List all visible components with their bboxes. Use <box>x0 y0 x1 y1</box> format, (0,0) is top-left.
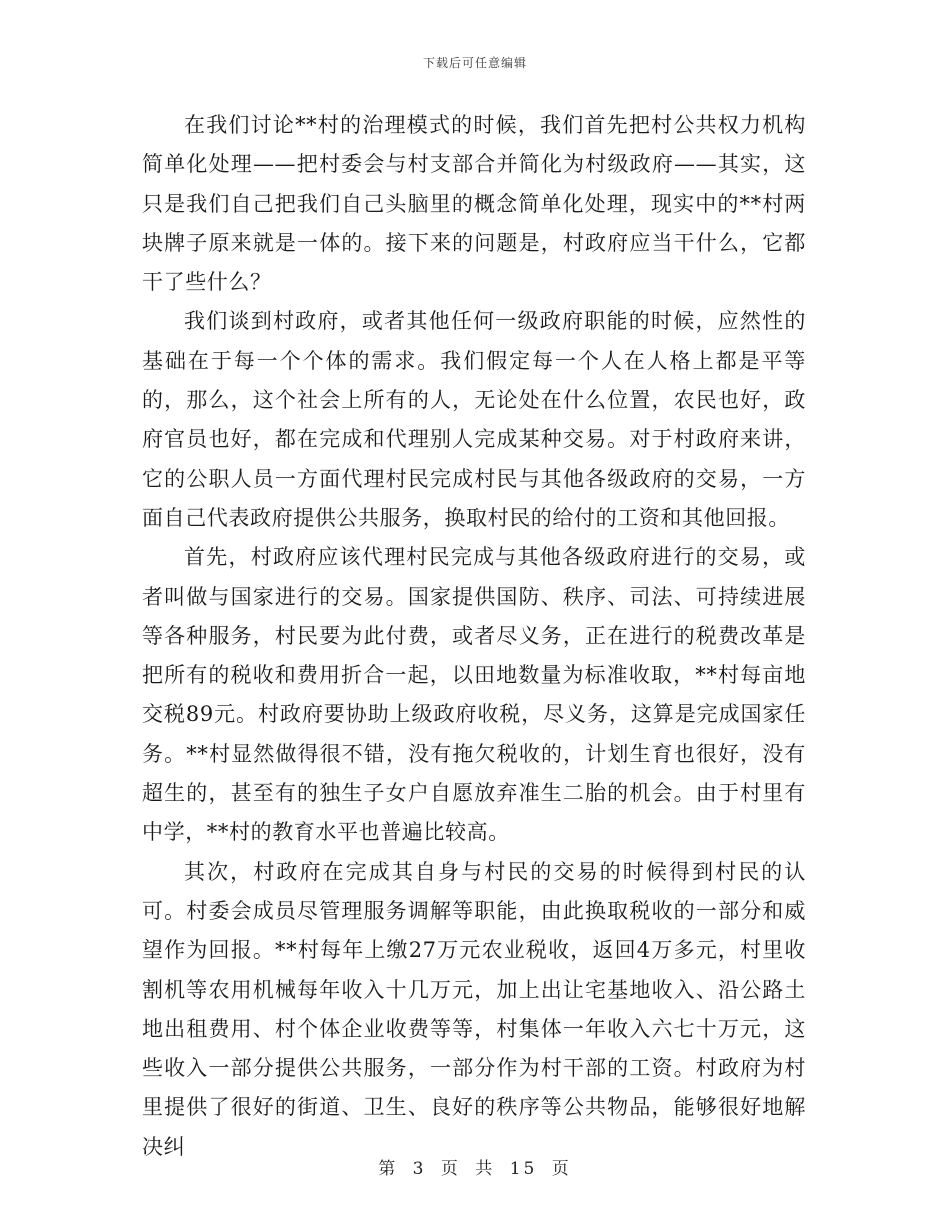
page-header: 下载后可任意编辑 <box>422 56 527 70</box>
paragraph-1: 在我们讨论**村的治理模式的时候，我们首先把村公共权力机构简单化处理——把村委会与村支部合并简化为村级政府——其实，这只是我们自己把我们自己头脑里的概念简单化处理，现实中的**村两块牌子原来就是一体的。接下来的问题是，村政府应当干什么，它都干了些什么？ <box>142 113 806 295</box>
document-body <box>142 106 806 1167</box>
paragraph-4: 其次，村政府在完成其自身与村民的交易的时候得到村民的认可。村委会成员尽管理服务调解等职能，由此换取税收的一部分和威望作为回报。**村每年上缴27万元农业税收，返回4万多元，村里收割机等农用机械每年收入十几万元，加上出让宅基地收入、沿公路土地出租费用、村个体企业收费等等，村集体一年收入六七十万元，这些收入一部分提供公共服务，一部分作为村干部的工资。村政府为村里提供了很好的街道、卫生、良好的秩序等公共物品，能够很好地解决纠 <box>142 859 806 1159</box>
paragraph-2: 我们谈到村政府，或者其他任何一级政府职能的时候，应然性的基础在于每一个个体的需求。我们假定每一个人在人格上都是平等的，那么，这个社会上所有的人，无论处在什么位置，农民也好，政府官员也好，都在完成和代理别人完成某种交易。对于村政府来讲，它的公职人员一方面代理村民完成村民与其他各级政府的交易，一方面自己代表政府提供公共服务，换取村民的给付的工资和其他回报。 <box>142 309 806 530</box>
paragraph-3: 首先，村政府应该代理村民完成与其他各级政府进行的交易，或者叫做与国家进行的交易。国家提供国防、秩序、司法、可持续进展等各种服务，村民要为此付费，或者尽义务，正在进行的税费改革是把所有的税收和费用折合一起，以田地数量为标准收取，**村每亩地交税89元。村政府要协助上级政府收税，尽义务，这算是完成国家任务。**村显然做得很不错，没有拖欠税收的，计划生育也很好，没有超生的，甚至有的独生子女户自愿放弃准生二胎的机会。由于村里有中学，**村的教育水平也普遍比较高。 <box>142 545 806 845</box>
page-number-footer: 第 3 页 共 15 页 <box>378 1159 572 1179</box>
